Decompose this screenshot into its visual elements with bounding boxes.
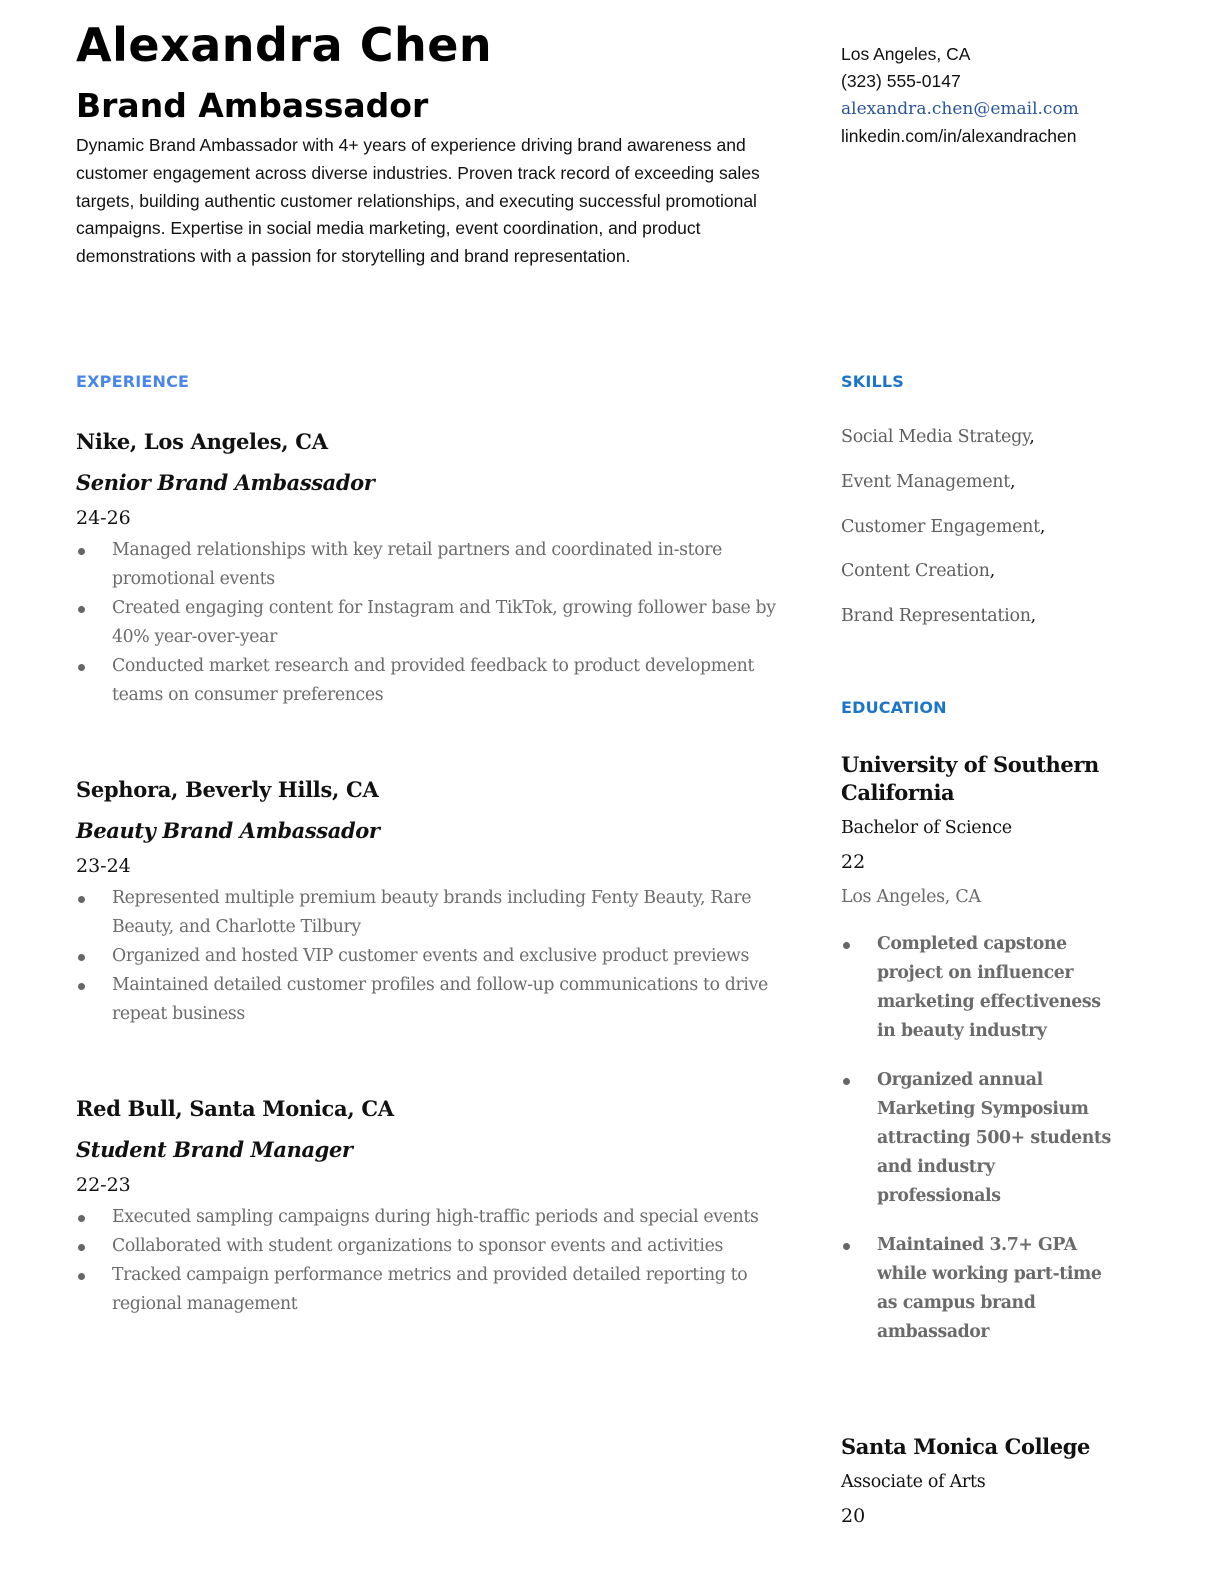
graduation-year: 20 (841, 1505, 866, 1527)
candidate-name: Alexandra Chen (76, 18, 493, 72)
job-bullet-list (76, 536, 776, 710)
experience-section-header: EXPERIENCE (76, 372, 190, 391)
experience-entry (76, 776, 776, 1029)
job-company: Sephora, Beverly Hills, CA (76, 777, 379, 802)
job-bullet (76, 1203, 776, 1232)
education-entry (841, 1433, 1121, 1529)
degree: Bachelor of Science (841, 818, 1012, 838)
education-bullet (841, 930, 1121, 1046)
bullet-dot-icon (843, 942, 850, 949)
job-bullet (76, 942, 776, 971)
job-role: Student Brand Manager (76, 1137, 353, 1162)
bullet-dot-icon (78, 1244, 85, 1251)
job-bullet-text: Organized and hosted VIP customer events and exclusive product previews (112, 946, 750, 966)
school-name: Santa Monica College (841, 1434, 1090, 1459)
skill-item (841, 422, 1181, 452)
job-bullet (76, 594, 776, 652)
skills-list (841, 422, 1181, 646)
bullet-dot-icon (78, 548, 85, 555)
job-dates: 22-23 (76, 1174, 131, 1196)
contact-linkedin: linkedin.com/in/alexandrachen (841, 126, 1077, 146)
skill-separator: , (1009, 471, 1016, 492)
bullet-dot-icon (78, 983, 85, 990)
education-bullet (841, 1066, 1121, 1211)
contact-phone: (323) 555-0147 (841, 71, 961, 91)
job-bullet (76, 652, 776, 710)
job-bullet-text: Executed sampling campaigns during high-traffic periods and special events (112, 1207, 759, 1227)
bullet-dot-icon (843, 1078, 850, 1085)
skill-name: Social Media Strategy (841, 427, 1030, 447)
bullet-dot-icon (78, 896, 85, 903)
job-bullet-text: Represented multiple premium beauty brands including Fenty Beauty, Rare Beauty, and Charlotte Tilbury (112, 888, 752, 937)
job-role: Beauty Brand Ambassador (76, 818, 380, 843)
skill-item (841, 512, 1181, 542)
skills-section-header: SKILLS (841, 372, 904, 391)
job-bullet (76, 884, 776, 942)
job-company: Red Bull, Santa Monica, CA (76, 1096, 394, 1121)
job-company: Nike, Los Angeles, CA (76, 429, 328, 454)
education-entry (841, 751, 1121, 1367)
education-bullet-text: Completed capstone project on influencer marketing effectiveness in beauty industry (877, 934, 1101, 1041)
job-bullet-text: Created engaging content for Instagram and TikTok, growing follower base by 40% year-over-year (112, 598, 776, 647)
skill-separator: , (1029, 427, 1035, 447)
skill-name: Content Creation (841, 561, 990, 582)
skill-name: Event Management (841, 471, 1010, 492)
job-bullet (76, 536, 776, 594)
job-bullet-text: Collaborated with student organizations to sponsor events and activities (112, 1236, 723, 1256)
bullet-dot-icon (78, 1215, 85, 1222)
skill-item (841, 556, 1181, 586)
degree: Associate of Arts (841, 1472, 986, 1492)
job-bullet-text: Maintained detailed customer profiles and follow-up communications to drive repeat business (112, 975, 768, 1024)
contact-location: Los Angeles, CA (841, 44, 971, 64)
skill-item (841, 601, 1181, 631)
contact-info (841, 41, 1201, 150)
skill-separator: , (989, 561, 995, 582)
job-bullet (76, 971, 776, 1029)
job-role: Senior Brand Ambassador (76, 470, 375, 495)
bullet-dot-icon (78, 954, 85, 961)
contact-email-link[interactable]: alexandra.chen@email.com (841, 99, 1079, 119)
job-bullet-text: Conducted market research and provided feedback to product development teams on consumer preferences (112, 656, 755, 705)
skill-name: Brand Representation (841, 606, 1031, 627)
bullet-dot-icon (843, 1243, 850, 1250)
professional-summary: Dynamic Brand Ambassador with 4+ years of experience driving brand awareness and customer engagement across diverse industries. Proven track record of exceeding sales targets, building authentic customer relationships, and executing successful promotional campaigns. Expertise in social media marketing, event coordination, and product demonstrations with a passion for storytelling and brand representation. (76, 135, 760, 267)
job-bullet (76, 1232, 776, 1261)
job-bullet-text: Managed relationships with key retail partners and coordinated in-store promotional events (112, 540, 723, 589)
graduation-year: 22 (841, 851, 866, 873)
education-bullet-text: Organized annual Marketing Symposium attracting 500+ students and industry professionals (877, 1070, 1111, 1206)
bullet-dot-icon (78, 1273, 85, 1280)
job-dates: 23-24 (76, 855, 131, 877)
job-bullet-list (76, 1203, 776, 1319)
skill-separator: , (1039, 516, 1046, 537)
job-bullet-text: Tracked campaign performance metrics and provided detailed reporting to regional management (112, 1265, 748, 1314)
job-bullet (76, 1261, 776, 1319)
job-dates: 24-26 (76, 507, 131, 529)
education-bullet-text: Maintained 3.7+ GPA while working part-time as campus brand ambassador (877, 1235, 1102, 1342)
bullet-dot-icon (78, 664, 85, 671)
bullet-dot-icon (78, 606, 85, 613)
experience-entry (76, 428, 776, 710)
skill-name: Customer Engagement (841, 516, 1040, 537)
skill-item (841, 467, 1181, 497)
education-bullet-list (841, 930, 1121, 1347)
job-bullet-list (76, 884, 776, 1029)
education-bullet (841, 1231, 1121, 1347)
education-section-header: EDUCATION (841, 698, 947, 717)
candidate-title: Brand Ambassador (76, 86, 429, 125)
school-name: University of Southern California (841, 752, 1099, 805)
school-location: Los Angeles, CA (841, 887, 981, 907)
skill-separator: , (1030, 606, 1036, 627)
experience-entry (76, 1095, 776, 1319)
